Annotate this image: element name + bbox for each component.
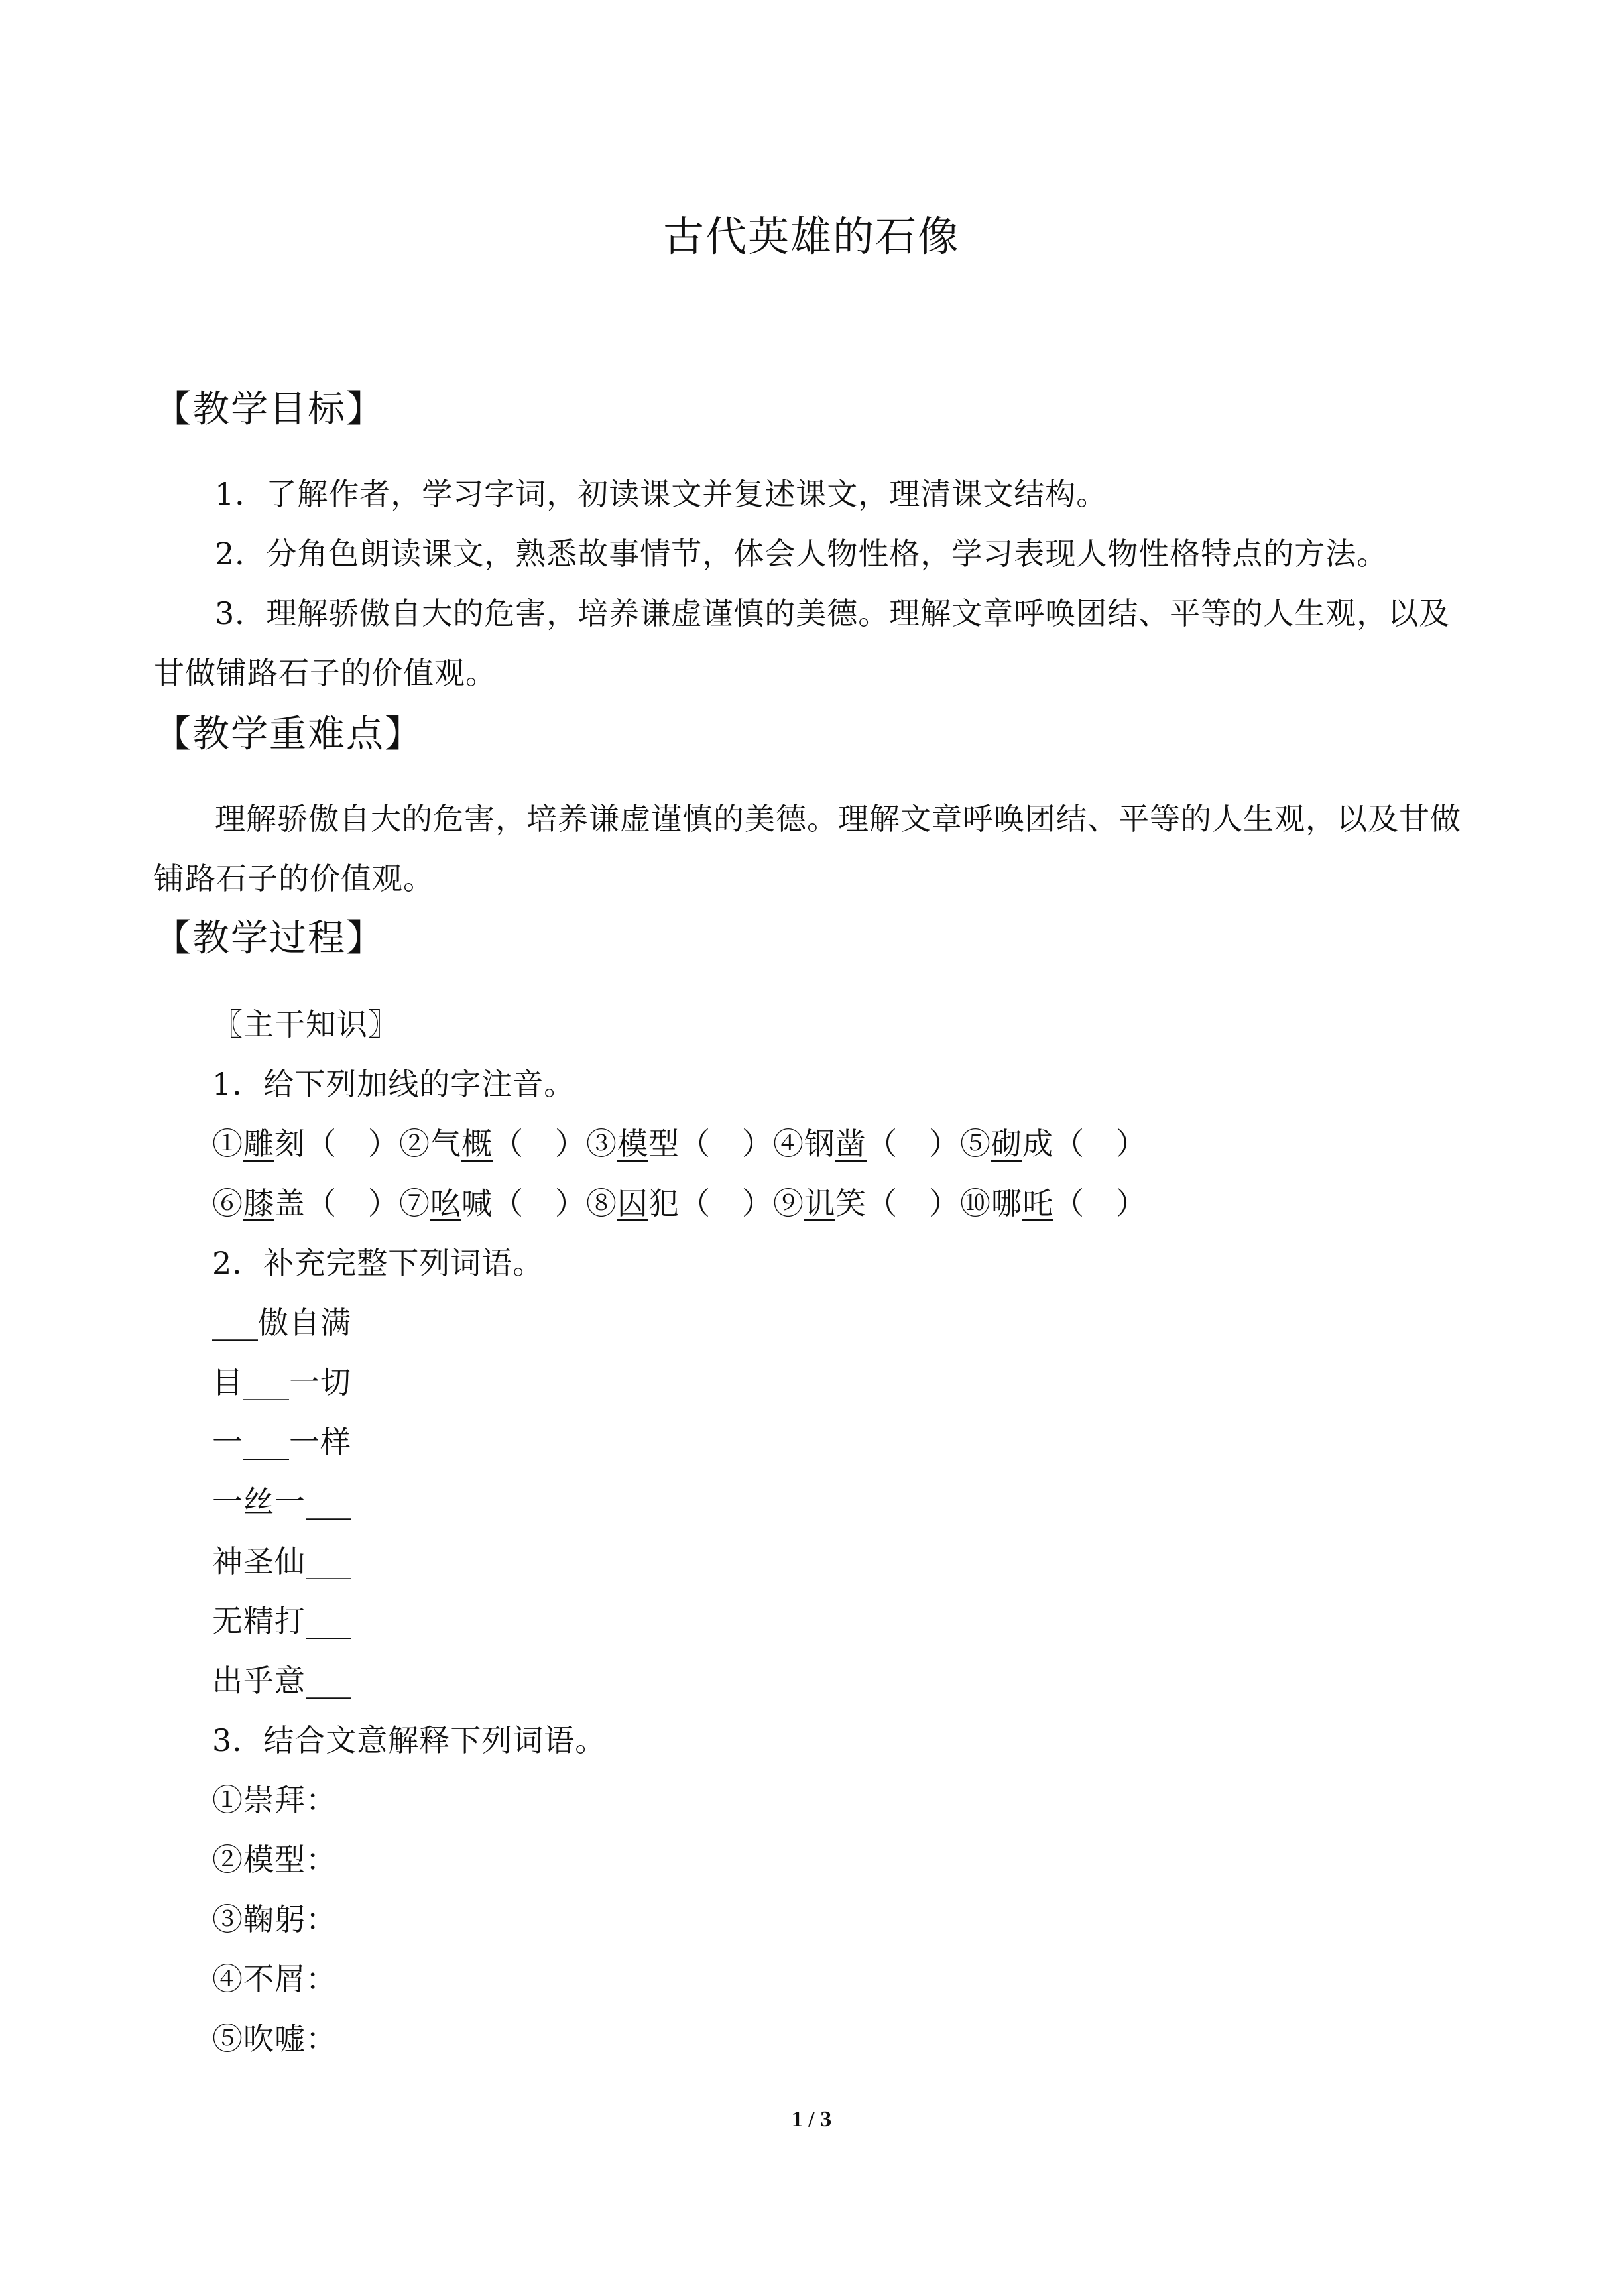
q2-item: 一丝一___ [212, 1484, 351, 1520]
document-title: 古代英雄的石像 [662, 212, 960, 261]
q3-prompt: 3．结合文意解释下列词语。 [212, 1722, 607, 1758]
q2-prompt: 2．补充完整下列词语。 [212, 1245, 544, 1281]
q1-item: ⑦吆喊（ ） [399, 1185, 586, 1221]
q3-item: ②模型： [212, 1842, 337, 1878]
q1-item: ⑨讥笑（ ） [773, 1185, 960, 1221]
q1-item: ⑥膝盖（ ） [212, 1185, 399, 1221]
heading-objectives: 【教学目标】 [154, 388, 385, 431]
key-points-text: 理解骄傲自大的危害，培养谦虚谨慎的美德。理解文章呼唤团结、平等的人生观，以及甘做铺路石子的价值观。 [154, 801, 1461, 896]
heading-process: 【教学过程】 [154, 917, 385, 960]
q3-item: ⑤吹嘘： [212, 2021, 337, 2057]
objective-item-1: 1．了解作者，学习字词，初读课文并复述课文，理清课文结构。 [215, 476, 1108, 512]
q3-item: ④不屑： [212, 1961, 337, 1997]
q2-item: 一___一样 [212, 1424, 351, 1460]
q2-item: 无精打___ [212, 1603, 351, 1639]
q1-item: ⑤砌成（ ） [960, 1126, 1147, 1162]
q1-item: ③模型（ ） [586, 1126, 773, 1162]
q1-item: ⑧囚犯（ ） [586, 1185, 773, 1221]
objective-item-3: 3．理解骄傲自大的危害，培养谦虚谨慎的美德。理解文章呼唤团结、平等的人生观，以及甘做铺路石子的价值观。 [154, 595, 1451, 691]
q1-row-2 [212, 1174, 1147, 1233]
q2-item: 出乎意___ [212, 1663, 351, 1699]
q3-item: ①崇拜： [212, 1782, 337, 1818]
q2-item: 神圣仙___ [212, 1543, 351, 1579]
q1-item: ④钢凿（ ） [773, 1126, 960, 1162]
q2-item: 目___一切 [212, 1364, 351, 1400]
heading-key-points: 【教学重难点】 [154, 713, 423, 756]
objective-item-2: 2．分角色朗读课文，熟悉故事情节，体会人物性格，学习表现人物性格特点的方法。 [215, 536, 1388, 572]
q1-item: ⑩哪吒（ ） [960, 1185, 1147, 1221]
q2-item: ___傲自满 [212, 1305, 351, 1341]
subheading-main-knowledge: 〖主干知识〗 [212, 1006, 399, 1042]
q3-item: ③鞠躬： [212, 1902, 337, 1937]
q1-prompt: 1．给下列加线的字注音。 [212, 1066, 575, 1102]
q1-item: ②气概（ ） [399, 1126, 586, 1162]
q1-row-1 [212, 1114, 1147, 1174]
page-number: 1 / 3 [791, 2107, 832, 2132]
q1-item: ①雕刻（ ） [212, 1126, 399, 1162]
